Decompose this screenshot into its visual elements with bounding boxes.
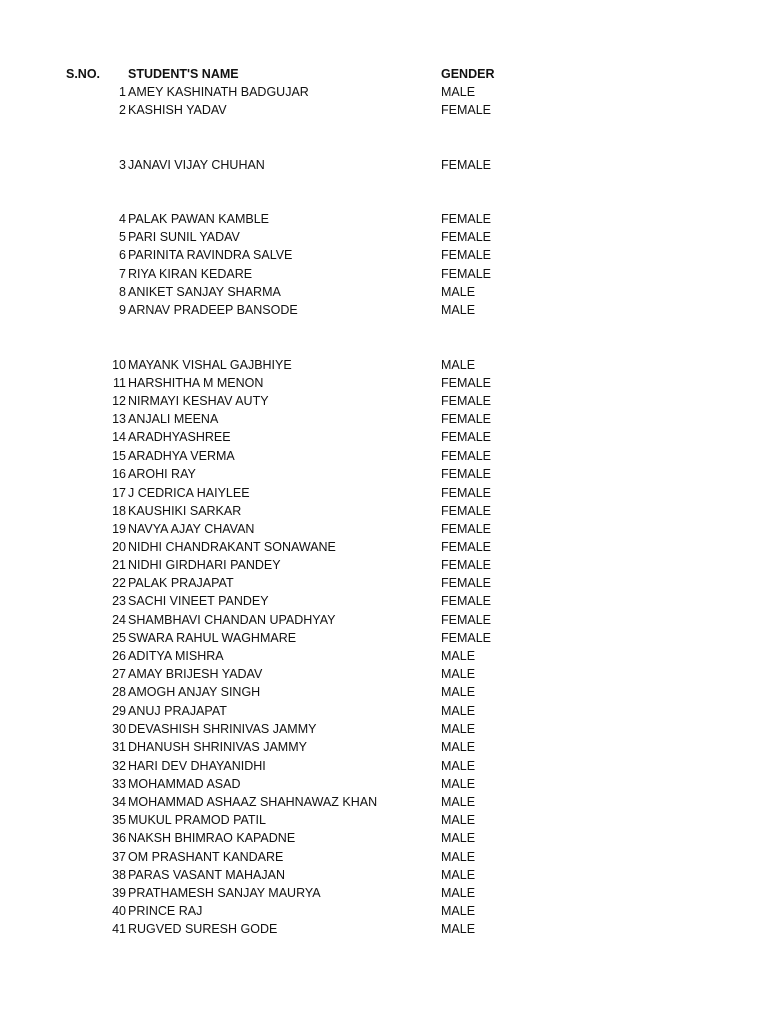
student-name-cell: JANAVI VIJAY CHUHAN	[128, 158, 265, 172]
table-row	[0, 758, 768, 776]
table-row	[0, 630, 768, 648]
gender-cell: FEMALE	[441, 158, 492, 172]
sno-cell: 1	[119, 85, 126, 99]
gender-cell: MALE	[441, 303, 476, 317]
sno-cell: 25	[112, 631, 126, 645]
gender-cell: FEMALE	[441, 631, 492, 645]
sno-cell: 19	[112, 522, 126, 536]
sno-cell: 12	[112, 394, 126, 408]
sno-cell: 41	[112, 922, 126, 936]
gender-cell: MALE	[441, 831, 476, 845]
table-row	[0, 593, 768, 611]
gender-cell: FEMALE	[441, 540, 492, 554]
gender-cell: MALE	[441, 813, 476, 827]
gender-cell: FEMALE	[441, 267, 492, 281]
gender-cell: MALE	[441, 704, 476, 718]
student-name-cell: NIDHI CHANDRAKANT SONAWANE	[128, 540, 336, 554]
table-row	[0, 648, 768, 666]
gender-cell: MALE	[441, 922, 476, 936]
table-row	[0, 867, 768, 885]
sno-cell: 24	[112, 613, 126, 627]
table-row	[0, 575, 768, 593]
student-name-cell: ANJALI MEENA	[128, 412, 219, 426]
sno-cell: 6	[119, 248, 126, 262]
gender-cell: FEMALE	[441, 376, 492, 390]
sno-cell: 14	[112, 430, 126, 444]
student-name-cell: KASHISH YADAV	[128, 103, 227, 117]
table-row	[0, 849, 768, 867]
sno-cell: 4	[119, 212, 126, 226]
sno-cell: 23	[112, 594, 126, 608]
table-row	[0, 721, 768, 739]
student-name-cell: HARSHITHA M MENON	[128, 376, 264, 390]
sno-cell: 9	[119, 303, 126, 317]
gender-cell: FEMALE	[441, 504, 492, 518]
table-row	[0, 921, 768, 939]
table-row	[0, 393, 768, 411]
table-row	[0, 903, 768, 921]
table-row	[0, 247, 768, 265]
header-gender: GENDER	[441, 67, 495, 81]
sno-cell: 5	[119, 230, 126, 244]
student-name-cell: RUGVED SURESH GODE	[128, 922, 278, 936]
table-row	[0, 485, 768, 503]
gender-cell: MALE	[441, 667, 476, 681]
table-row	[0, 102, 768, 120]
table-row	[0, 375, 768, 393]
student-name-cell: HARI DEV DHAYANIDHI	[128, 759, 266, 773]
student-name-cell: ANUJ PRAJAPAT	[128, 704, 227, 718]
sno-cell: 10	[112, 358, 126, 372]
student-name-cell: MOHAMMAD ASAD	[128, 777, 241, 791]
sno-cell: 30	[112, 722, 126, 736]
table-row	[0, 776, 768, 794]
student-name-cell: NAKSH BHIMRAO KAPADNE	[128, 831, 296, 845]
gender-cell: MALE	[441, 358, 476, 372]
sno-cell: 29	[112, 704, 126, 718]
gender-cell: MALE	[441, 850, 476, 864]
sno-cell: 38	[112, 868, 126, 882]
table-row	[0, 684, 768, 702]
table-row	[0, 448, 768, 466]
table-row	[0, 229, 768, 247]
gender-cell: FEMALE	[441, 576, 492, 590]
table-row	[0, 557, 768, 575]
student-name-cell: PARAS VASANT MAHAJAN	[128, 868, 285, 882]
table-row	[0, 812, 768, 830]
gender-cell: MALE	[441, 904, 476, 918]
gender-cell: FEMALE	[441, 212, 492, 226]
gender-cell: MALE	[441, 795, 476, 809]
table-row	[0, 830, 768, 848]
student-name-cell: AROHI RAY	[128, 467, 196, 481]
gender-cell: MALE	[441, 777, 476, 791]
sno-cell: 26	[112, 649, 126, 663]
sno-cell: 21	[112, 558, 126, 572]
sno-cell: 7	[119, 267, 126, 281]
sno-cell: 37	[112, 850, 126, 864]
table-row	[0, 84, 768, 102]
table-row	[0, 521, 768, 539]
gender-cell: FEMALE	[441, 394, 492, 408]
table-row	[0, 612, 768, 630]
table-row	[0, 411, 768, 429]
sno-cell: 16	[112, 467, 126, 481]
student-name-cell: AMOGH ANJAY SINGH	[128, 685, 261, 699]
sno-cell: 36	[112, 831, 126, 845]
student-name-cell: NAVYA AJAY CHAVAN	[128, 522, 255, 536]
student-name-cell: ANIKET SANJAY SHARMA	[128, 285, 281, 299]
table-row	[0, 266, 768, 284]
sno-cell: 18	[112, 504, 126, 518]
sno-cell: 33	[112, 777, 126, 791]
student-name-cell: OM PRASHANT KANDARE	[128, 850, 284, 864]
sno-cell: 8	[119, 285, 126, 299]
sno-cell: 22	[112, 576, 126, 590]
gender-cell: MALE	[441, 868, 476, 882]
table-row	[0, 211, 768, 229]
header-student-name: STUDENT'S NAME	[128, 67, 239, 81]
student-name-cell: ARADHYA VERMA	[128, 449, 235, 463]
sno-cell: 15	[112, 449, 126, 463]
gender-cell: FEMALE	[441, 594, 492, 608]
sno-cell: 11	[113, 376, 126, 390]
gender-cell: FEMALE	[441, 412, 492, 426]
gender-cell: FEMALE	[441, 449, 492, 463]
student-name-cell: SACHI VINEET PANDEY	[128, 594, 269, 608]
sno-cell: 28	[112, 685, 126, 699]
gender-cell: MALE	[441, 649, 476, 663]
table-row	[0, 284, 768, 302]
student-name-cell: RIYA KIRAN KEDARE	[128, 267, 253, 281]
gender-cell: FEMALE	[441, 522, 492, 536]
sno-cell: 35	[112, 813, 126, 827]
student-name-cell: ADITYA MISHRA	[128, 649, 224, 663]
sno-cell: 27	[112, 667, 126, 681]
table-row	[0, 357, 768, 375]
student-name-cell: SHAMBHAVI CHANDAN UPADHYAY	[128, 613, 336, 627]
sno-cell: 39	[112, 886, 126, 900]
sno-cell: 13	[112, 412, 126, 426]
gender-cell: MALE	[441, 685, 476, 699]
student-name-cell: MOHAMMAD ASHAAZ SHAHNAWAZ KHAN	[128, 795, 378, 809]
gender-cell: MALE	[441, 886, 476, 900]
gender-cell: MALE	[441, 285, 476, 299]
gender-cell: MALE	[441, 740, 476, 754]
gender-cell: FEMALE	[441, 248, 492, 262]
gender-cell: FEMALE	[441, 558, 492, 572]
gender-cell: MALE	[441, 85, 476, 99]
student-name-cell: PRINCE RAJ	[128, 904, 203, 918]
table-row	[0, 703, 768, 721]
table-row	[0, 429, 768, 447]
sno-cell: 17	[112, 486, 126, 500]
student-name-cell: MAYANK VISHAL GAJBHIYE	[128, 358, 292, 372]
table-row	[0, 157, 768, 175]
student-name-cell: PRATHAMESH SANJAY MAURYA	[128, 886, 321, 900]
table-row	[0, 503, 768, 521]
gender-cell: FEMALE	[441, 486, 492, 500]
gender-cell: MALE	[441, 722, 476, 736]
student-name-cell: ARNAV PRADEEP BANSODE	[128, 303, 298, 317]
gender-cell: FEMALE	[441, 467, 492, 481]
student-name-cell: PARINITA RAVINDRA SALVE	[128, 248, 293, 262]
student-name-cell: PALAK PAWAN KAMBLE	[128, 212, 270, 226]
gender-cell: FEMALE	[441, 103, 492, 117]
student-name-cell: KAUSHIKI SARKAR	[128, 504, 242, 518]
sno-cell: 32	[112, 759, 126, 773]
student-name-cell: AMEY KASHINATH BADGUJAR	[128, 85, 309, 99]
student-name-cell: ARADHYASHREE	[128, 430, 231, 444]
table-row	[0, 539, 768, 557]
header-sno: S.NO.	[66, 67, 101, 81]
sno-cell: 31	[112, 740, 126, 754]
student-name-cell: NIRMAYI KESHAV AUTY	[128, 394, 269, 408]
gender-cell: MALE	[441, 759, 476, 773]
gender-cell: FEMALE	[441, 230, 492, 244]
sno-cell: 40	[112, 904, 126, 918]
student-name-cell: MUKUL PRAMOD PATIL	[128, 813, 266, 827]
sno-cell: 3	[119, 158, 126, 172]
sno-cell: 20	[112, 540, 126, 554]
gender-cell: FEMALE	[441, 613, 492, 627]
student-name-cell: PALAK PRAJAPAT	[128, 576, 234, 590]
table-row	[0, 666, 768, 684]
table-row	[0, 885, 768, 903]
student-name-cell: SWARA RAHUL WAGHMARE	[128, 631, 297, 645]
table-row	[0, 466, 768, 484]
student-name-cell: PARI SUNIL YADAV	[128, 230, 240, 244]
table-row	[0, 794, 768, 812]
sno-cell: 2	[119, 103, 126, 117]
table-row	[0, 739, 768, 757]
gender-cell: FEMALE	[441, 430, 492, 444]
student-name-cell: DEVASHISH SHRINIVAS JAMMY	[128, 722, 317, 736]
table-row	[0, 302, 768, 320]
sno-cell: 34	[112, 795, 126, 809]
student-name-cell: AMAY BRIJESH YADAV	[128, 667, 263, 681]
student-name-cell: J CEDRICA HAIYLEE	[128, 486, 250, 500]
student-name-cell: NIDHI GIRDHARI PANDEY	[128, 558, 281, 572]
student-name-cell: DHANUSH SHRINIVAS JAMMY	[128, 740, 307, 754]
